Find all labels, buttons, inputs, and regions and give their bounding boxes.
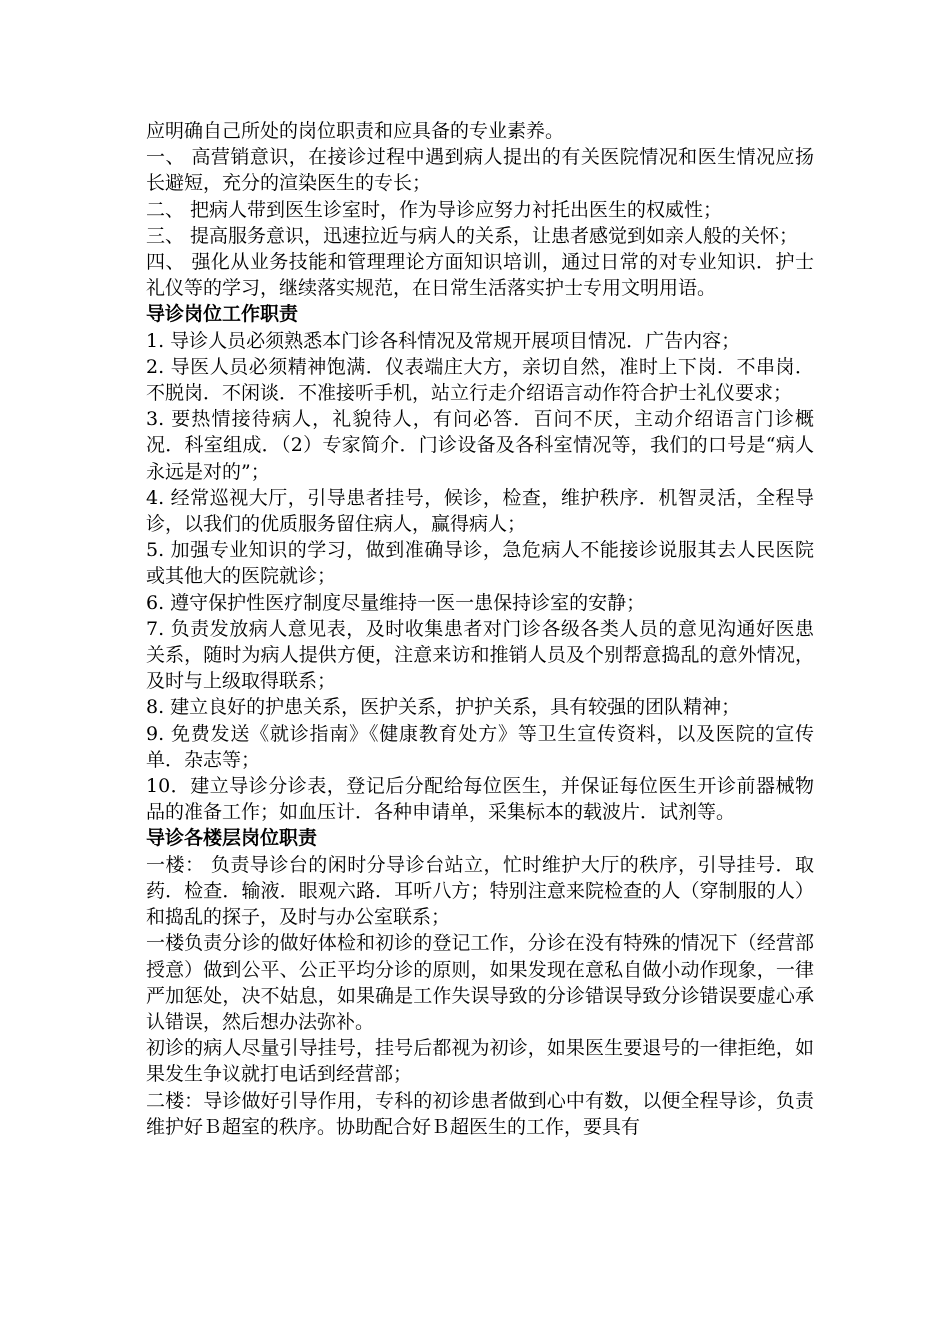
list-item: 1. 导诊人员必须熟悉本门诊各科情况及常规开展项目情况．广告内容； (146, 329, 741, 352)
list-item: 9. 免费发送《就诊指南》《健康教育处方》等卫生宣传资料，以及医院的宣传单．杂志等； (146, 722, 814, 771)
paragraph: 三、 提高服务意识，迅速拉近与病人的关系，让患者感觉到如亲人般的关怀； (146, 224, 799, 247)
section-heading: 导诊各楼层岗位职责 (146, 827, 318, 850)
list-item: 10．建立导诊分诊表，登记后分配给每位医生，并保证每位医生开诊前器械物品的准备工作；如血压计．各种申请单，采集标本的载波片．试剂等。 (146, 775, 814, 824)
list-item: 4. 经常巡视大厅，引导患者挂号，候诊，检查，维护秩序．机智灵活，全程导诊，以我们的优质服务留住病人，赢得病人； (146, 486, 814, 536)
paragraph: 一楼： 负责导诊台的闲时分导诊台站立，忙时维护大厅的秩序，引导挂号．取药．检查．输液．眼观六路．耳听八方；特别注意来院检查的人（穿制服的人）和捣乱的探子，及时与办公室联系； (146, 853, 814, 929)
paragraph: 一、 高营销意识，在接诊过程中遇到病人提出的有关医院情况和医生情况应扬长避短，充分的渲染医生的专长； (146, 146, 814, 195)
list-item: 5. 加强专业知识的学习，做到准确导诊，急危病人不能接诊说服其去人民医院或其他大的医院就诊； (146, 539, 814, 588)
paragraph: 一楼负责分诊的做好体检和初诊的登记工作，分诊在没有特殊的情况下（经营部授意）做到公平、公正平均分诊的原则，如果发现在意私自做小动作现象，一律严加惩处，决不姑息，如果确是工作失误导致的分诊错误导致分诊错误要虚心承认错误，然后想办法弥补。 (146, 932, 814, 1033)
paragraph: 二、 把病人带到医生诊室时，作为导诊应努力衬托出医生的权威性； (146, 198, 723, 221)
list-item: 3. 要热情接待病人，礼貌待人，有问必答．百问不厌，主动介绍语言门诊概况．科室组成．（2）专家简介．门诊设备及各科室情况等，我们的口号是“病人永远是对的”； (146, 408, 814, 483)
list-item: 6. 遵守保护性医疗制度尽量维持一医一患保持诊室的安静； (146, 591, 646, 614)
paragraph: 二楼：导诊做好引导作用，专科的初诊患者做到心中有数，以便全程导诊，负责维护好Ｂ超室的秩序。协助配合好Ｂ超医生的工作，要具有 (146, 1089, 814, 1138)
document-page (146, 118, 814, 1140)
list-item: 7. 负责发放病人意见表，及时收集患者对门诊各级各类人员的意见沟通好医患关系，随时为病人提供方便，注意来访和推销人员及个别帮意捣乱的意外情况，及时与上级取得联系； (146, 617, 814, 693)
list-item: 2. 导医人员必须精神饱满．仪表端庄大方，亲切自然，准时上下岗．不串岗．不脱岗．不闲谈．不准接听手机，站立行走介绍语言动作符合护士礼仪要求； (146, 355, 814, 405)
list-item: 8. 建立良好的护患关系，医护关系，护护关系，具有较强的团队精神； (146, 696, 741, 719)
paragraph: 应明确自己所处的岗位职责和应具备的专业素养。 (146, 120, 565, 142)
paragraph: 初诊的病人尽量引导挂号，挂号后都视为初诊，如果医生要退号的一律拒绝，如果发生争议就打电话到经营部； (146, 1037, 814, 1086)
section-heading: 导诊岗位工作职责 (146, 303, 299, 326)
paragraph: 四、 强化从业务技能和管理理论方面知识培训，通过日常的对专业知识．护士礼仪等的学习，继续落实规范，在日常生活落实护士专用文明用语。 (146, 251, 814, 300)
